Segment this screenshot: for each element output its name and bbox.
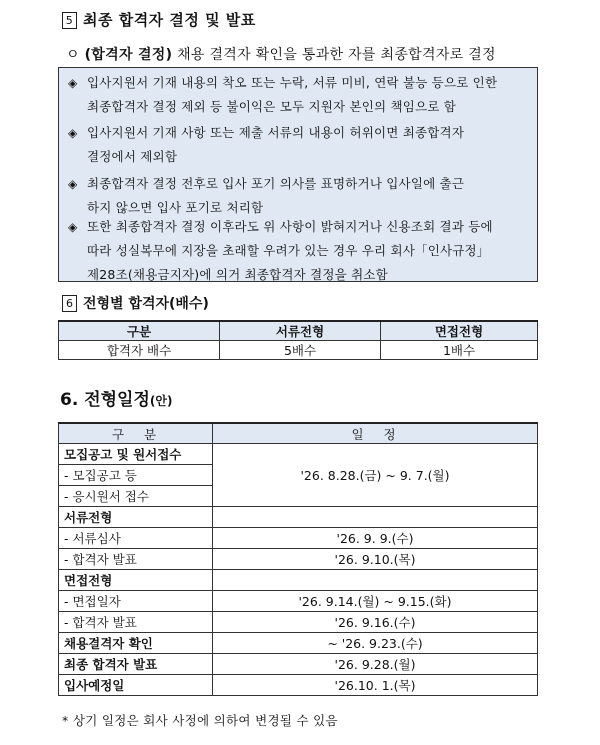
schedule-date: '26. 9.28.(월) [213,654,538,675]
schedule-date: '26. 9.14.(월) ~ 9.15.(화) [213,591,538,612]
table-row [59,591,538,612]
diamond-icon: ◈ [68,126,78,140]
pass-ratio-table [58,320,538,360]
table-header: 면접전형 [381,321,538,341]
table-header-row [59,423,538,444]
notice-line: 최종합격자 결정 전후로 입사 포기 의사를 표명하거나 입사일에 출근 [87,176,465,191]
table-row [59,612,538,633]
schedule-title-text: 6. 전형일정 [60,390,150,410]
table-row [59,675,538,696]
section-number-box: 6 [62,295,77,312]
schedule-group: 면접전형 [59,570,213,591]
footnote: * 상기 일정은 회사 사정에 의하여 변경될 수 있음 [62,713,338,728]
schedule-date [213,570,538,591]
notice-line: 입사지원서 기재 사항 또는 제출 서류의 내용이 허위이면 최종합격자 [87,125,465,140]
table-row [59,570,538,591]
schedule-date: '26.10. 1.(목) [213,675,538,696]
notice-item [68,215,493,287]
section-6-label: 전형별 합격자(배수) [83,296,209,312]
schedule-group: 서류전형 [59,507,213,528]
table-row [59,549,538,570]
table-cell: 5배수 [220,341,381,360]
table-header: 일 정 [213,423,538,444]
schedule-title [60,385,172,410]
schedule-table [58,422,538,696]
table-header: 서류전형 [220,321,381,341]
schedule-item: - 서류심사 [59,528,213,549]
table-row [59,654,538,675]
table-row [59,341,538,360]
notice-item [68,172,464,220]
table-header: 구 분 [59,423,213,444]
notice-line: 하지 않으면 입사 포기로 처리함 [87,200,264,215]
schedule-item: - 합격자 발표 [59,612,213,633]
schedule-group: 모집공고 및 원서접수 [59,444,213,465]
decision-line [66,44,496,64]
notice-box [58,67,538,282]
table-row [59,444,538,465]
schedule-title-suffix: (안) [149,394,173,408]
table-header-row [59,321,538,341]
decision-label: (합격자 결정) [84,47,173,63]
table-header: 구분 [59,321,220,341]
table-row [59,528,538,549]
notice-line: 또한 최종합격자 결정 이후라도 위 사항이 밝혀지거나 신용조회 결과 등에 [87,219,493,234]
diamond-icon: ◈ [68,220,78,234]
section-6-title [62,293,209,313]
notice-line: 제28조(채용금지자)에 의거 최종합격자 결정을 취소함 [87,267,388,282]
diamond-icon: ◈ [68,177,78,191]
section-number-box: 5 [62,12,77,29]
table-cell: 합격자 배수 [59,341,220,360]
schedule-group: 채용결격자 확인 [59,633,213,654]
schedule-date: '26. 8.28.(금) ~ 9. 7.(월) [213,444,538,507]
schedule-group: 최종 합격자 발표 [59,654,213,675]
circle-bullet: ㅇ [66,47,80,63]
schedule-date: '26. 9.16.(수) [213,612,538,633]
notice-item [68,71,497,119]
notice-line: 결정에서 제외함 [87,149,178,164]
schedule-item: - 모집공고 등 [59,465,213,486]
section-5-label: 최종 합격자 결정 및 발표 [83,11,256,29]
table-row [59,507,538,528]
schedule-date: '26. 9.10.(목) [213,549,538,570]
notice-item [68,121,464,169]
schedule-item: - 면접일자 [59,591,213,612]
schedule-item: - 응시원서 접수 [59,486,213,507]
schedule-date: '26. 9. 9.(수) [213,528,538,549]
decision-text: 채용 결격자 확인을 통과한 자를 최종합격자로 결정 [177,47,496,63]
section-5-title [62,9,256,30]
schedule-group: 입사예정일 [59,675,213,696]
notice-line: 최종합격자 결정 제외 등 불이익은 모두 지원자 본인의 책임으로 함 [87,99,456,114]
diamond-icon: ◈ [68,76,78,90]
notice-line: 따라 성실복무에 지장을 초래할 우려가 있는 경우 우리 회사「인사규정」 [87,243,490,258]
table-row [59,633,538,654]
schedule-date: ~ '26. 9.23.(수) [213,633,538,654]
schedule-date [213,507,538,528]
notice-line: 입사지원서 기재 내용의 착오 또는 누락, 서류 미비, 연락 불능 등으로 인한 [87,75,498,90]
schedule-item: - 합격자 발표 [59,549,213,570]
table-cell: 1배수 [381,341,538,360]
